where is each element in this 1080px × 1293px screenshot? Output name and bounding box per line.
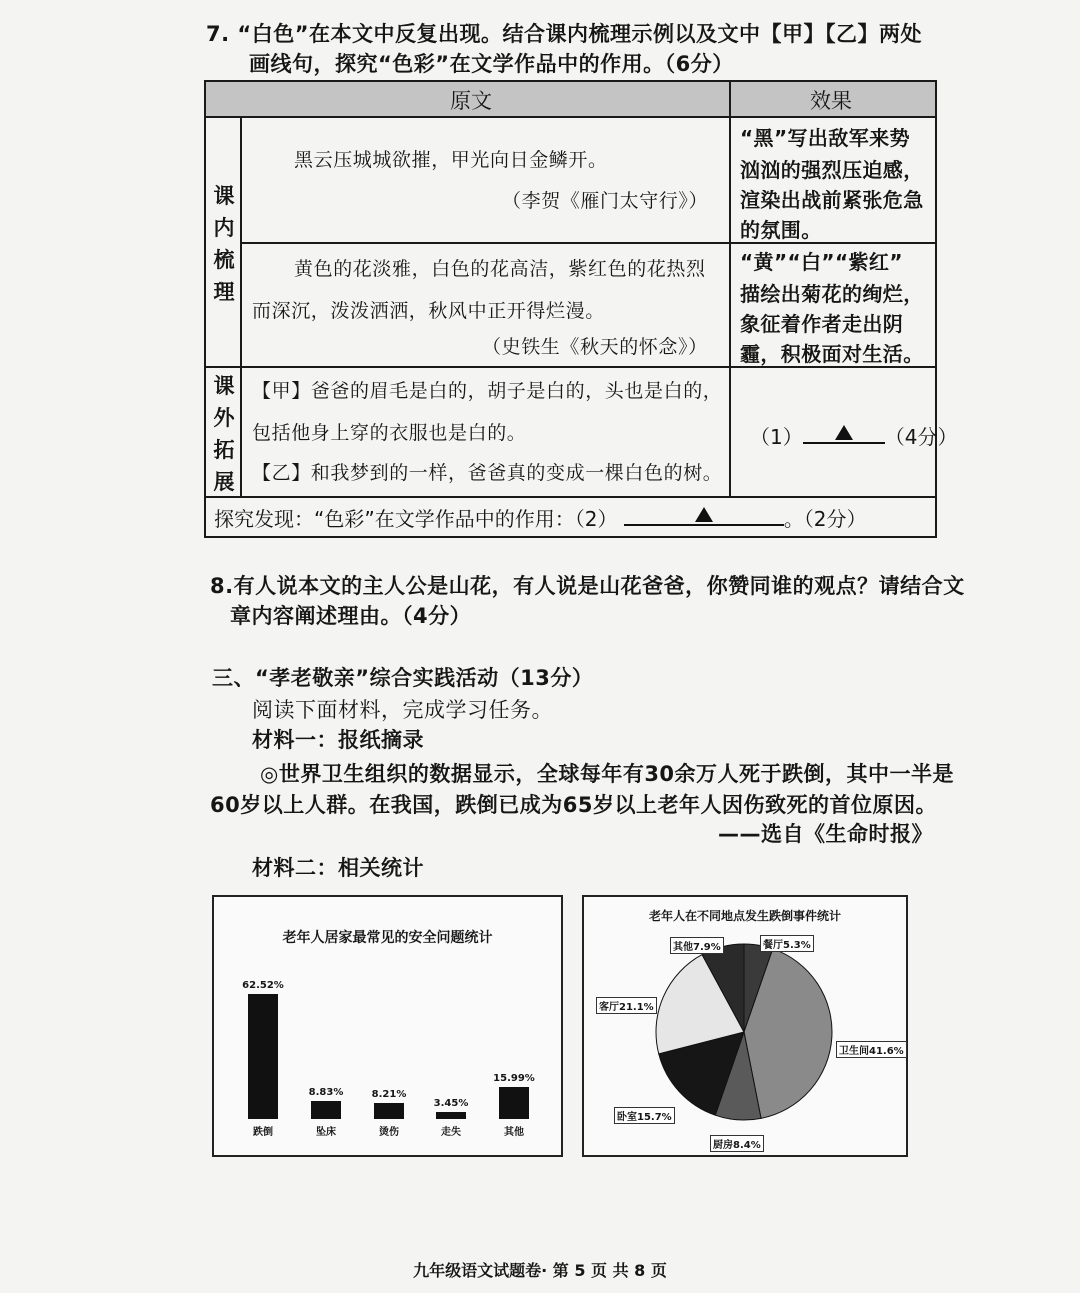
bar-value-label-1: 8.83%	[308, 1087, 344, 1098]
material1-title: 材料一：报纸摘录	[252, 728, 424, 752]
finding-label: 探究发现：“色彩”在文学作品中的作用：（2）	[214, 507, 618, 531]
bar-value-label-4: 15.99%	[493, 1073, 535, 1084]
row2-effect-line1: “黄”“白”“紫红”	[740, 250, 903, 274]
material1-source: ——选自《生命时报》	[718, 822, 933, 846]
bar-chart-title: 老年人居家最常见的安全问题统计	[282, 930, 493, 946]
bar-value-label-3: 3.45%	[433, 1098, 469, 1109]
row1-divider	[240, 242, 935, 244]
pie-chart	[582, 895, 908, 1157]
triangle-icon	[695, 507, 713, 522]
pie-tag-kitchen: 厨房8.4%	[710, 1135, 764, 1152]
header-divider	[206, 116, 935, 118]
finding-row	[214, 502, 867, 532]
bar-3	[436, 1112, 466, 1119]
material1-line1: ◎世界卫生组织的数据显示，全球每年有30余万人死于跌倒，其中一半是	[260, 762, 955, 786]
finding-blank[interactable]	[624, 502, 784, 526]
jia-sentence-line1: 【甲】爸爸的眉毛是白的，胡子是白的，头也是白的，	[252, 380, 723, 402]
row1-effect-line1: “黑”写出敌军来势	[740, 126, 910, 150]
bar-1	[311, 1101, 341, 1119]
page-footer: 九年级语文试题卷· 第 5 页 共 8 页	[413, 1261, 667, 1280]
answer-blank-1-points: （4分）	[884, 425, 958, 449]
bar-category-label-0: 跌倒	[253, 1127, 273, 1138]
bar-category-label-2: 烫伤	[379, 1127, 399, 1138]
row1-effect-line4: 的氛围。	[740, 218, 822, 242]
finding-suffix: 。（2分）	[783, 507, 867, 531]
row2-quote-line2: 而深沉，泼泼洒洒，秋风中正开得烂漫。	[252, 300, 605, 322]
pie-tag-living-room: 客厅21.1%	[596, 997, 657, 1014]
pie-tag-dining: 餐厅5.3%	[760, 935, 814, 952]
q8-prompt-line1: 8.有人说本文的主人公是山花，有人说是山花爸爸，你赞同谁的观点？请结合文	[210, 574, 965, 598]
row2-source: （史铁生《秋天的怀念》）	[482, 336, 708, 358]
row1-effect-line3: 渲染出战前紧张危急	[740, 188, 924, 212]
side-label-extension: 课 外 拓 展	[213, 374, 235, 494]
finding-divider	[206, 496, 935, 498]
section3-title: 三、“孝老敬亲”综合实践活动（13分）	[212, 666, 594, 690]
q7-prompt-line2: 画线句，探究“色彩”在文学作品中的作用。（6分）	[249, 52, 734, 76]
row2-quote-line1: 黄色的花淡雅，白色的花高洁，紫红色的花热烈	[294, 258, 706, 280]
bar-chart	[212, 895, 563, 1157]
answer-blank-1-line[interactable]	[803, 420, 885, 444]
bar-plot-area	[214, 897, 561, 1155]
column-divider	[729, 82, 731, 498]
bar-value-label-0: 62.52%	[242, 980, 284, 991]
bar-4	[499, 1087, 529, 1119]
header-effect: 效果	[810, 89, 852, 113]
q7-prompt-line1: 7. “白色”在本文中反复出现。结合课内梳理示例以及文中【甲】【乙】两处	[206, 22, 923, 46]
answer-blank-1[interactable]	[750, 420, 957, 450]
q8-prompt-line2: 章内容阐述理由。（4分）	[230, 604, 472, 628]
row2-effect-line4: 霾，积极面对生活。	[740, 342, 924, 366]
bar-category-label-4: 其他	[504, 1127, 524, 1138]
bar-value-label-2: 8.21%	[371, 1089, 407, 1100]
pie-tag-bathroom: 卫生间41.6%	[836, 1041, 907, 1058]
material1-line2: 60岁以上人群。在我国，跌倒已成为65岁以上老年人因伤致死的首位原因。	[210, 793, 937, 817]
answer-blank-1-prefix: （1）	[750, 425, 803, 449]
side-label-in-class: 课 内 梳 理	[213, 184, 235, 304]
side-column-divider	[240, 116, 242, 498]
pie-tag-other: 其他7.9%	[670, 937, 724, 954]
triangle-icon	[835, 425, 853, 440]
bar-0	[248, 994, 278, 1119]
row2-effect-line3: 象征着作者走出阴	[740, 312, 904, 336]
row1-effect-line2: 汹汹的强烈压迫感，	[740, 158, 924, 182]
pie-chart-title: 老年人在不同地点发生跌倒事件统计	[648, 909, 841, 923]
section3-instruction: 阅读下面材料，完成学习任务。	[252, 698, 553, 722]
row2-effect-line2: 描绘出菊花的绚烂，	[740, 282, 924, 306]
material2-title: 材料二：相关统计	[252, 856, 424, 880]
row1-quote: 黑云压城城欲摧，甲光向日金鳞开。	[294, 149, 608, 171]
bar-2	[374, 1103, 404, 1119]
yi-sentence: 【乙】和我梦到的一样，爸爸真的变成一棵白色的树。	[252, 462, 723, 484]
bar-category-label-1: 坠床	[316, 1127, 336, 1138]
header-original: 原文	[450, 89, 492, 113]
jia-sentence-line2: 包括他身上穿的衣服也是白的。	[252, 422, 527, 444]
q7-table	[204, 80, 958, 538]
bar-category-label-3: 走失	[441, 1127, 461, 1138]
pie-tag-bedroom: 卧室15.7%	[614, 1107, 675, 1124]
row1-source: （李贺《雁门太守行》）	[502, 190, 709, 212]
